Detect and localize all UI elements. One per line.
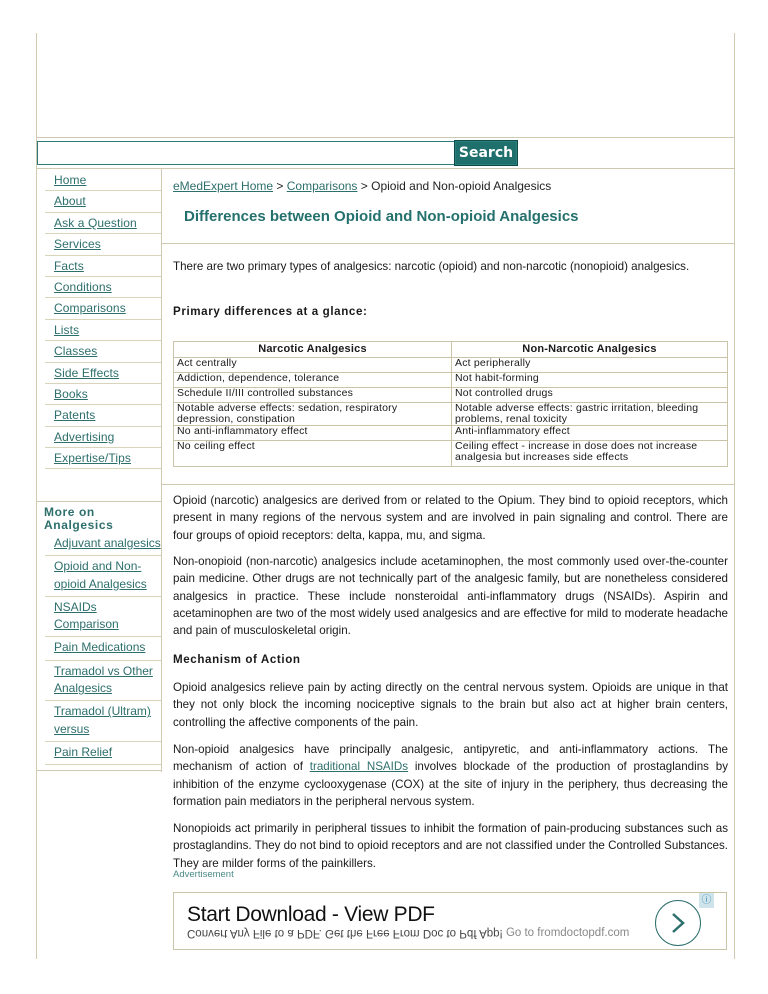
sidebar-item-advertising[interactable]: Advertising	[45, 427, 161, 448]
para4-text: involves blockade of the production of prostaglandins by inhibition of the enzyme cyclooxygenase (COX) at the site of injury in the periphery, thus decreasing the formation pain mediators in the peripheral nervous system.	[173, 760, 728, 808]
ad-subtitle	[187, 927, 629, 939]
breadcrumb-comparisons-link[interactable]: Comparisons	[286, 179, 358, 193]
column-header-narcotic: Narcotic Analgesics	[174, 342, 452, 358]
intro-paragraph: There are two primary types of analgesics: narcotic (opioid) and non-narcotic (nonopioid) analgesics.	[173, 260, 690, 273]
table-row	[174, 358, 728, 373]
advertisement-banner[interactable]	[173, 892, 727, 950]
related-link-pain-relief[interactable]: Pain Relief	[45, 742, 161, 765]
sidebar-item-ask-a-question[interactable]: Ask a Question	[45, 213, 161, 234]
non-opioid-paragraph: Non-onopioid (non-narcotic) analgesics include acetaminophen, the most commonly used over-the-counter pain medicine. Other drugs are not technically part of the analgesic family, but are nonetheless considered analgesics in practice. These include nonsteroidal anti-inflammatory drugs (NSAIDs). Aspirin and acetaminophen are two of the most widely used analgesics and are effective for mild to moderate headache and pain of musculoskeletal origin.	[173, 555, 728, 638]
nonopioids-paragraph: Nonopioids act primarily in peripheral tissues to inhibit the formation of pain-producing substances such as prostaglandins. They do not bind to opioid receptors and are not classified under the Controlled Substances. They are milder forms of the painkillers.	[173, 822, 728, 870]
sidebar-item-about[interactable]: About	[45, 191, 161, 212]
ad-url[interactable]: Go to fromdoctopdf.com	[505, 927, 630, 939]
opioid-mechanism-paragraph: Opioid analgesics relieve pain by acting directly on the central nervous system. Opioids are unique in that they not only block the incoming nociceptive signals to the brain but also act at higher brain centers, controlling the affective components of the pain.	[173, 681, 728, 729]
banner-area	[36, 33, 735, 138]
title-divider	[162, 243, 735, 244]
more-on-analgesics-list	[45, 533, 161, 765]
sidebar-item-services[interactable]: Services	[45, 234, 161, 255]
table-row	[174, 388, 728, 403]
column-header-non-narcotic: Non-Narcotic Analgesics	[452, 342, 728, 358]
sidebar-item-home[interactable]: Home	[45, 170, 161, 191]
table-header-row	[174, 342, 728, 358]
related-link-tramadol-vs-other[interactable]: Tramadol vs Other Analgesics	[45, 661, 161, 702]
breadcrumb-home-link[interactable]: eMedExpert Home	[173, 179, 274, 193]
sidebar-nav	[45, 170, 161, 469]
search-bar	[37, 141, 517, 165]
sidebar-item-conditions[interactable]: Conditions	[45, 277, 161, 298]
breadcrumb-separator: >	[357, 179, 372, 193]
table-row	[174, 441, 728, 467]
breadcrumb-current: Opioid and Non-opioid Analgesics	[371, 179, 552, 193]
chevron-right-icon	[669, 912, 687, 934]
table-cell: Act peripherally	[452, 358, 728, 373]
table-cell: Not controlled drugs	[452, 388, 728, 403]
sidebar-item-expertise-tips[interactable]: Expertise/Tips	[45, 448, 161, 469]
sidebar-item-lists[interactable]: Lists	[45, 320, 161, 341]
search-input[interactable]	[37, 141, 455, 165]
search-button[interactable]: Search	[455, 141, 517, 165]
table-row	[174, 373, 728, 388]
table-cell: Schedule II/III controlled substances	[174, 388, 452, 403]
sidebar-item-classes[interactable]: Classes	[45, 341, 161, 362]
related-link-pain-medications[interactable]: Pain Medications	[45, 637, 161, 660]
advertisement-label: Advertisement	[173, 869, 234, 880]
sidebar-item-comparisons[interactable]: Comparisons	[45, 298, 161, 319]
related-link-adjuvant-analgesics[interactable]: Adjuvant analgesics	[45, 533, 161, 556]
traditional-nsaids-link[interactable]: traditional NSAIDs	[309, 760, 409, 774]
related-link-tramadol-ultram[interactable]: Tramadol (Ultram) versus	[45, 701, 161, 742]
table-cell: Addiction, dependence, tolerance	[174, 373, 452, 388]
table-row	[174, 403, 728, 426]
table-cell: Not habit-forming	[452, 373, 728, 388]
breadcrumb-separator: >	[273, 179, 287, 193]
breadcrumb	[173, 179, 551, 193]
related-link-opioid-non-opioid[interactable]: Opioid and Non-opioid Analgesics	[45, 556, 161, 597]
table-cell: Ceiling effect - increase in dose does not increase analgesia but increases side effects	[452, 441, 728, 467]
table-cell: Anti-inflammatory effect	[452, 426, 728, 441]
sidebar-item-books[interactable]: Books	[45, 384, 161, 405]
opioid-paragraph: Opioid (narcotic) analgesics are derived from or related to the Opium. They bind to opioid receptors, which present in many regions of the nervous system and are involved in pain signaling and control. There are four groups of opioid receptors: delta, kappa, mu, and sigma.	[173, 494, 728, 542]
table-cell: No anti-inflammatory effect	[174, 426, 452, 441]
ad-title[interactable]: Start Download - View PDF	[187, 903, 435, 926]
comparison-table	[173, 341, 728, 467]
ad-subtitle-text: Convert Any File to a PDF. Get the Free From Doc to Pdf App!	[187, 927, 503, 939]
table-cell: No ceiling effect	[174, 441, 452, 467]
ad-go-button[interactable]	[655, 900, 701, 946]
table-row	[174, 426, 728, 441]
table-cell: Notable adverse effects: gastric irritation, bleeding problems, renal toxicity	[452, 403, 728, 426]
non-opioid-mechanism-paragraph	[173, 741, 728, 810]
page-title: Differences between Opioid and Non-opioid Analgesics	[184, 208, 579, 225]
para4-text: Non-opioid analgesics have principally analgesic, antipyretic, and anti-inflammatory actions. The mechanism of action of	[173, 743, 728, 774]
mechanism-heading: Mechanism of Action	[173, 653, 301, 666]
sidebar-item-facts[interactable]: Facts	[45, 256, 161, 277]
sidebar-item-side-effects[interactable]: Side Effects	[45, 363, 161, 384]
sidebar-item-patents[interactable]: Patents	[45, 405, 161, 426]
table-cell: Act centrally	[174, 358, 452, 373]
sidebar-divider	[161, 168, 162, 772]
divider	[36, 168, 735, 169]
glance-heading: Primary differences at a glance:	[173, 305, 368, 318]
related-link-nsaids-comparison[interactable]: NSAIDs Comparison	[45, 597, 161, 638]
table-divider	[162, 484, 735, 485]
ad-info-icon[interactable]: ⓘ	[699, 893, 714, 908]
table-cell: Notable adverse effects: sedation, respiratory depression, constipation	[174, 403, 452, 426]
more-on-analgesics-title: More on Analgesics	[44, 505, 114, 532]
